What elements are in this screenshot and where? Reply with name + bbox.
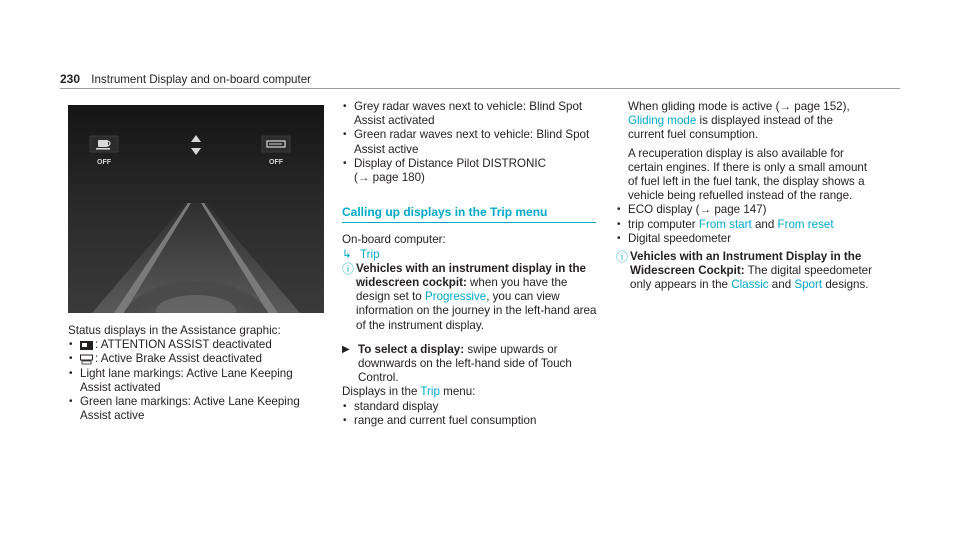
- column-2: [342, 100, 598, 428]
- attention-assist-icon: [90, 136, 118, 152]
- from-reset-link[interactable]: From reset: [777, 217, 834, 231]
- column-3: [616, 100, 872, 293]
- list-item: • Light lane markings: Active Lane Keeping Assist activated: [68, 367, 324, 395]
- widescreen-note: ⓘ Vehicles with an instrument display in the widescreen cockpit: when you have the design set to Progressive, you can view information on the journey in the left-hand area of the instrument display.: [342, 261, 597, 332]
- list-item: • Digital speedometer: [616, 232, 872, 246]
- list-item: • Display of Distance Pilot DISTRONIC (→ page 180): [342, 157, 598, 185]
- section-heading: Calling up displays in the Trip menu: [342, 205, 548, 220]
- menu-path-trip[interactable]: Trip: [360, 247, 380, 261]
- select-display-action: ▶ To select a display: swipe upwards or downwards on the left-hand side of Touch Control.: [342, 342, 572, 385]
- assist-list: [342, 100, 598, 185]
- header-rule: [60, 88, 900, 89]
- assistance-graphic-svg: [68, 105, 324, 313]
- onboard-label: On-board computer:: [342, 233, 446, 247]
- info-icon: ⓘ: [616, 250, 629, 265]
- info-icon: ⓘ: [342, 261, 355, 276]
- active-brake-assist-icon: [262, 136, 290, 152]
- list-item: • Green radar waves next to vehicle: Blind Spot Assist active: [342, 128, 598, 156]
- list-item: • ECO display (→ page 147): [616, 203, 872, 217]
- progressive-link[interactable]: Progressive: [424, 290, 487, 304]
- trip-displays-list: [616, 203, 872, 246]
- page-header: [60, 72, 900, 86]
- attention-assist-off-label: OFF: [97, 159, 111, 166]
- trip-section-heading-block: [342, 205, 598, 223]
- menu-path: [342, 248, 598, 262]
- list-item: • Grey radar waves next to vehicle: Blind Spot Assist activated: [342, 100, 598, 128]
- displays-list: [342, 400, 598, 428]
- speedometer-note: ⓘ Vehicles with an Instrument Display in the Widescreen Cockpit: The digital speedometer only appears in the Classic and Sport designs.: [616, 250, 872, 292]
- assistance-graphic: [68, 105, 324, 313]
- from-start-link[interactable]: From start: [698, 217, 752, 231]
- page-title: Instrument Display and on-board computer: [91, 73, 312, 86]
- status-list: [68, 338, 324, 423]
- sport-link[interactable]: Sport: [794, 278, 823, 292]
- page-number: 230: [60, 72, 81, 86]
- active-brake-assist-off-icon: [80, 354, 93, 365]
- column-1: [68, 100, 324, 423]
- classic-link[interactable]: Classic: [731, 278, 769, 292]
- attention-assist-off-icon: [80, 341, 93, 350]
- displays-label: Displays in the Trip menu:: [342, 385, 476, 399]
- gliding-mode-paragraph: When gliding mode is active (→ page 152), Gliding mode is displayed instead of the current fuel consumption.: [628, 100, 850, 142]
- list-item: • Green lane markings: Active Lane Keeping Assist active: [68, 395, 324, 423]
- action-arrow-icon: ▶: [342, 343, 350, 355]
- list-item: • standard display: [342, 400, 598, 414]
- gliding-mode-link[interactable]: Gliding mode: [628, 114, 697, 128]
- list-item: • range and current fuel consumption: [342, 414, 598, 428]
- heading-rule: [342, 222, 596, 223]
- list-item: • trip computer From start and From reset: [616, 218, 872, 232]
- list-item: • : Active Brake Assist deactivated: [68, 352, 324, 366]
- recuperation-paragraph: A recuperation display is also available for certain engines. If there is only a small amount of fuel left in the fuel tank, the display shows a vehicle being refuelled instead of the range.: [628, 146, 868, 203]
- list-item: • : ATTENTION ASSIST deactivated: [68, 338, 324, 352]
- brake-assist-off-label: OFF: [269, 159, 283, 166]
- menu-arrow-icon: ↳: [342, 247, 352, 261]
- status-caption: Status displays in the Assistance graphic:: [68, 324, 281, 337]
- trip-link[interactable]: Trip: [420, 385, 440, 399]
